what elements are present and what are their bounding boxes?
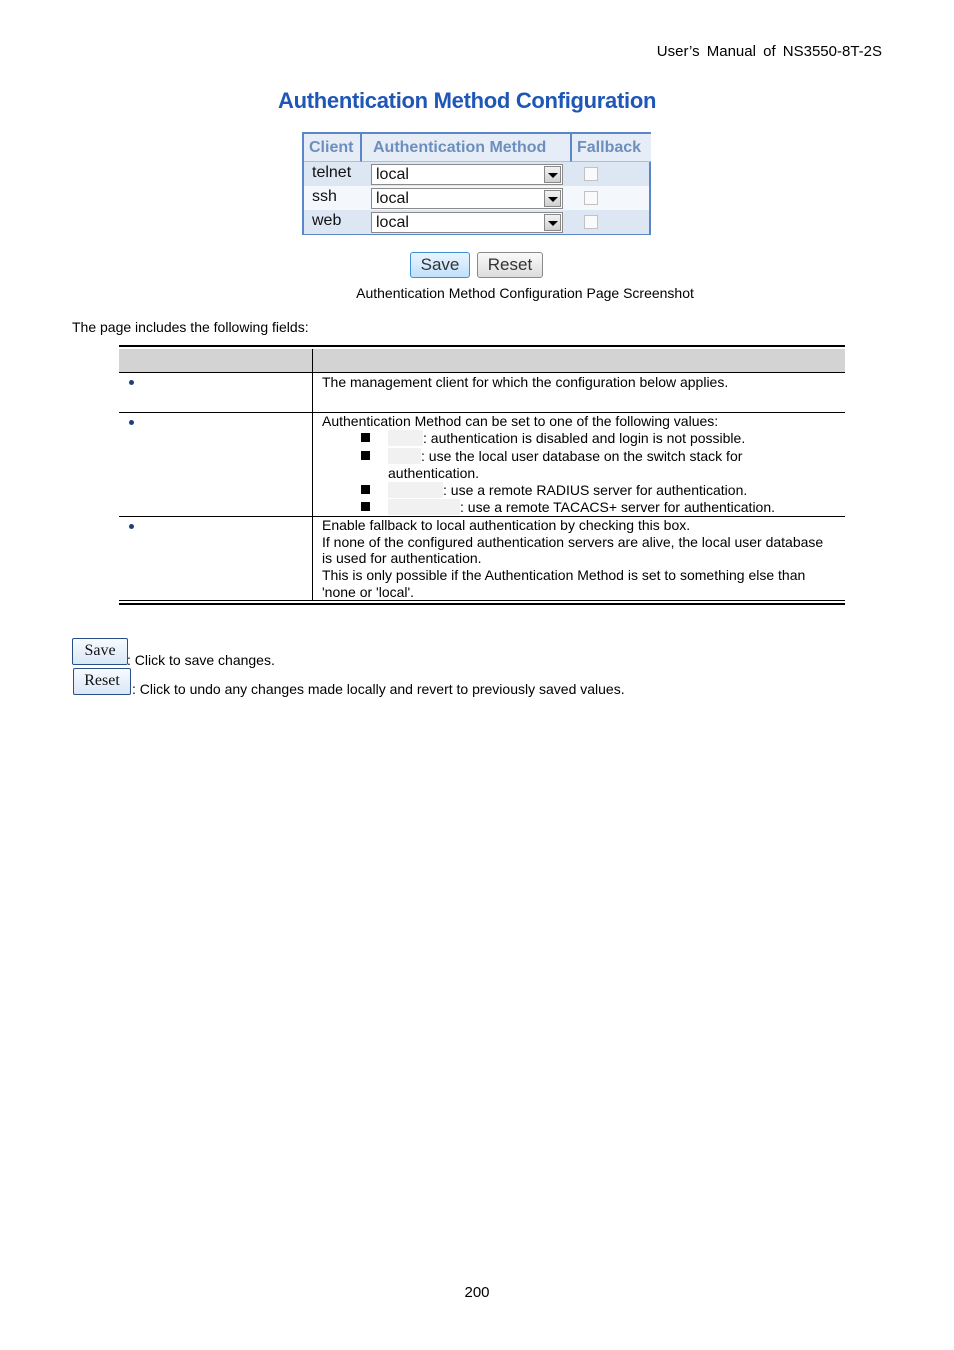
auth-method-select[interactable] <box>371 212 563 233</box>
option-radius: : use a remote RADIUS server for authentication. <box>388 482 828 499</box>
client-name: telnet <box>312 164 352 181</box>
chevron-down-icon[interactable] <box>544 166 561 183</box>
table-row <box>304 186 649 210</box>
reset-button[interactable]: Reset <box>477 252 543 278</box>
selected-value: local <box>376 190 409 207</box>
table-header-bar <box>119 349 845 373</box>
auth-method-table <box>302 132 651 235</box>
auth-method-select[interactable] <box>371 188 563 209</box>
intro-text: The page includes the following fields: <box>72 319 309 335</box>
selected-value: local <box>376 166 409 183</box>
auth-method-field-description: Authentication Method can be set to one of the following values: <box>322 413 719 429</box>
square-bullet-icon <box>361 451 370 460</box>
table-bottom-rule <box>119 600 845 605</box>
page-number: 200 <box>464 1284 490 1301</box>
option-tacacs: : use a remote TACACS+ server for authentication. <box>388 499 828 516</box>
fallback-checkbox[interactable] <box>584 215 598 229</box>
figure-caption: Authentication Method Configuration Page Screenshot <box>356 285 694 301</box>
option-local-continued: authentication. <box>388 465 480 481</box>
fallback-field-description: Enable fallback to local authentication by checking this box. If none of the configured authentication servers are alive, the local user database is used for authentication. This is only possible if the Authentication Method is set to something else than 'none or 'local'. <box>322 517 824 600</box>
client-field-description: The management client for which the configuration below applies. <box>322 374 729 390</box>
option-none: : authentication is disabled and login is not possible. <box>388 430 828 447</box>
manual-header: User’s Manual of NS3550-8T-2S <box>656 43 882 60</box>
client-name: web <box>312 212 342 229</box>
column-divider <box>312 349 313 601</box>
column-header-client: Client <box>304 134 362 162</box>
reset-button-image: Reset <box>73 668 131 695</box>
fields-table <box>119 345 845 605</box>
bullet-icon <box>129 380 134 385</box>
auth-method-select[interactable] <box>371 164 563 185</box>
table-row <box>304 210 649 234</box>
square-bullet-icon <box>361 502 370 511</box>
column-header-auth-method: Authentication Method <box>362 134 572 162</box>
reset-help-text: : Click to undo any changes made locally and revert to previously saved values. <box>132 681 625 697</box>
client-name: ssh <box>312 188 337 205</box>
save-help-text: : Click to save changes. <box>127 652 275 668</box>
table-row <box>304 162 649 186</box>
square-bullet-icon <box>361 485 370 494</box>
fallback-checkbox[interactable] <box>584 167 598 181</box>
fallback-checkbox[interactable] <box>584 191 598 205</box>
save-button[interactable]: Save <box>410 252 470 278</box>
option-local: : use the local user database on the switch stack for <box>388 448 828 465</box>
square-bullet-icon <box>361 433 370 442</box>
bullet-icon <box>129 420 134 425</box>
selected-value: local <box>376 214 409 231</box>
bullet-icon <box>129 524 134 529</box>
column-header-fallback: Fallback <box>572 134 651 162</box>
chevron-down-icon[interactable] <box>544 214 561 231</box>
save-button-image: Save <box>72 638 128 665</box>
chevron-down-icon[interactable] <box>544 190 561 207</box>
table-top-rule <box>119 345 845 347</box>
config-page-title: Authentication Method Configuration <box>278 88 657 113</box>
